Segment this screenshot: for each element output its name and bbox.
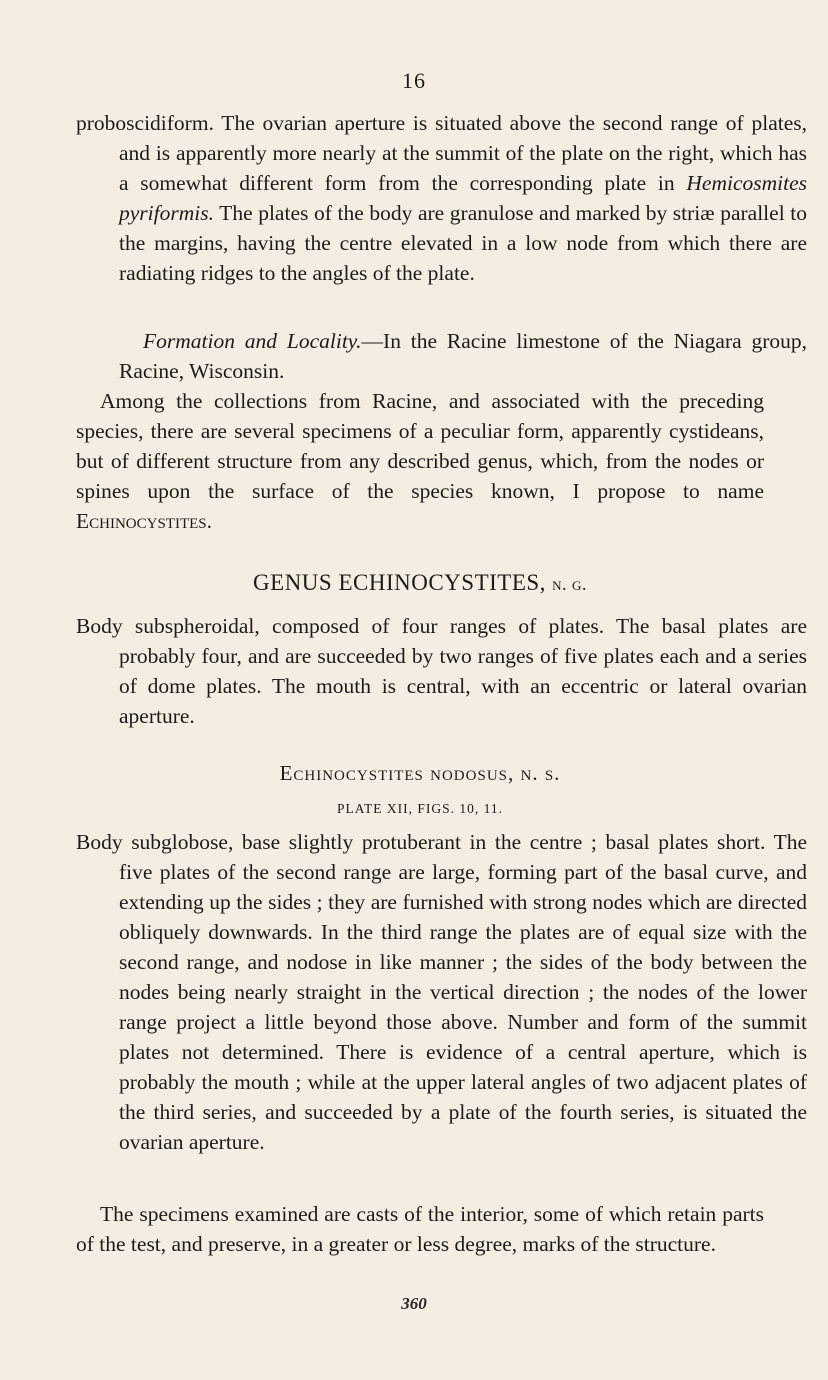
paragraph-formation-locality [76,326,807,386]
genus-description-text: Body subspheroidal, composed of four ranges of plates. The basal plates are probably four, and are succeeded by two ranges of five plates each and a series of dome plates. The mouth is central, with an eccentric or lateral ovarian aperture. [76,614,807,728]
paragraph-genus-description [76,611,807,731]
page-number: 16 [402,68,426,93]
handwritten-page-number: 360 [401,1294,427,1313]
paragraph-species-description [76,827,807,1157]
formation-text: —In the Racine limestone of the Niagara group, Racine, Wisconsin. [119,329,808,383]
genus-heading [76,568,764,599]
genus-heading-suffix: n. g. [552,574,587,594]
formation-label: Formation and Locality. [143,329,362,353]
paragraph-specimens [76,1199,764,1259]
paragraph-continuation [76,108,807,288]
plate-reference: PLATE XII, FIGS. 10, 11. [336,801,503,816]
para1-species-name: Hemicosmites pyriformis. [119,171,807,225]
intro-genus-name: Echinocystites. [76,509,213,533]
para1-text-a: proboscidiform. The ovarian aperture is situated above the second range of plates, and is apparently more nearly at the summit of the plate on the right, which has a somewhat different form from the corresponding plate in [76,111,807,195]
species-description-text: Body subglobose, base slightly protuberant in the centre ; basal plates short. The five plates of the second range are large, forming part of the basal curve, and extending up the sides ; they are furnished with strong nodes which are directed obliquely downwards. In the third range the plates are of equal size with the second range, and nodose in like manner ; the sides of the body between the nodes being nearly straight in the vertical direction ; the nodes of the lower range project a little beyond those above. Number and form of the summit plates not determined. There is evidence of a central aperture, which is probably the mouth ; while at the upper lateral angles of two adjacent plates of the third series, and succeeded by a plate of the fourth series, is situated the ovarian aperture. [76,830,807,1154]
specimens-text: The specimens examined are casts of the interior, some of which retain parts of the test, and preserve, in a greater or less degree, marks of the structure. [76,1202,764,1256]
species-heading: Echinocystites nodosus, n. s. [279,761,561,785]
intro-text: Among the collections from Racine, and associated with the preceding species, there are several specimens of a peculiar form, apparently cystideans, but of different structure from any described genus, which, from the nodes or spines upon the surface of the species known, I propose to name [76,389,764,503]
para1-text-b: The plates of the body are granulose and marked by striæ parallel to the margins, having the centre elevated in a low node from which there are radiating ridges to the angles of the plate. [119,201,807,285]
genus-heading-main: GENUS ECHINOCYSTITES, [253,570,546,595]
paragraph-introduction [76,386,764,536]
